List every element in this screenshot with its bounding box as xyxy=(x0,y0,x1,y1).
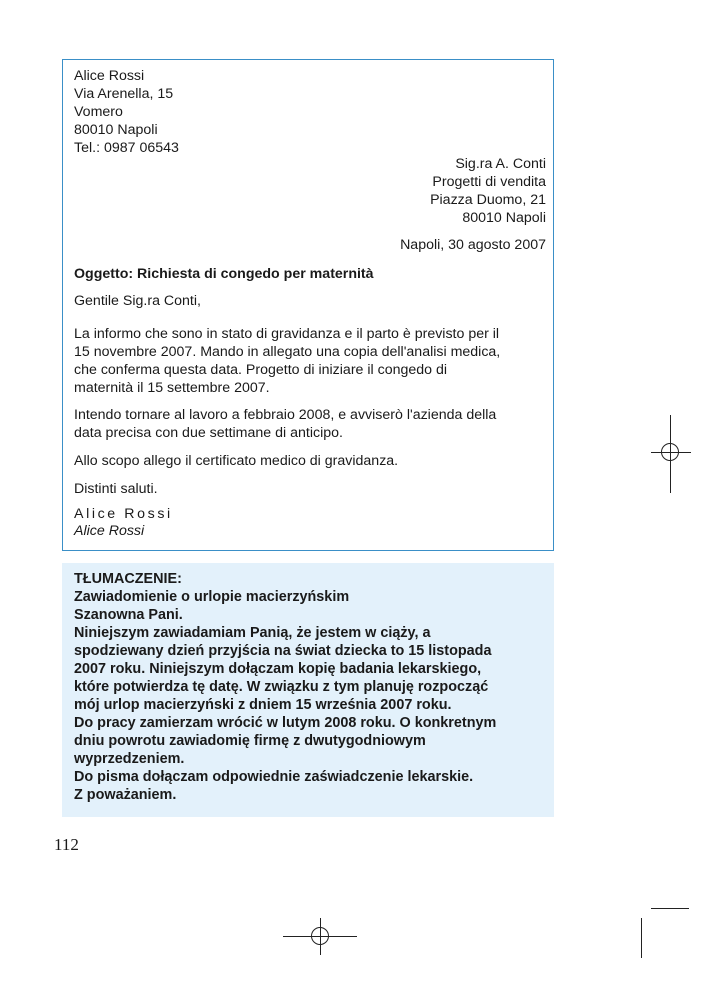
letter-date: Napoli, 30 agosto 2007 xyxy=(400,237,546,253)
crop-mark-horizontal xyxy=(651,908,689,909)
translation-salutation: Szanowna Pani. xyxy=(74,607,183,623)
recipient-department: Progetti di vendita xyxy=(432,174,546,190)
paragraph-1-line-3: che conferma questa data. Progetto di iniziare il congedo di xyxy=(74,362,448,378)
paragraph-2-line-2: data precisa con due settimane di anticipo. xyxy=(74,425,343,441)
translation-title: Zawiadomienie o urlopie macierzyńskim xyxy=(74,589,350,605)
sender-district: Vomero xyxy=(74,104,123,120)
translation-line: wyprzedzeniem. xyxy=(74,751,185,767)
recipient-street: Piazza Duomo, 21 xyxy=(430,192,546,208)
letter-subject: Oggetto: Richiesta di congedo per maternità xyxy=(74,266,374,282)
recipient-city: 80010 Napoli xyxy=(462,210,546,226)
paragraph-2-line-1: Intendo tornare al lavoro a febbraio 2008, e avviserò l'azienda della xyxy=(74,407,497,423)
translation-heading: TŁUMACZENIE: xyxy=(74,571,182,587)
letter-salutation: Gentile Sig.ra Conti, xyxy=(74,293,201,309)
page-number: 112 xyxy=(54,835,79,854)
crop-mark-vertical xyxy=(641,918,642,958)
translation-line: Do pisma dołączam odpowiednie zaświadczenie lekarskie. xyxy=(74,769,474,785)
translation-line: 2007 roku. Niniejszym dołączam kopię badania lekarskiego, xyxy=(74,661,482,677)
letter-closing: Distinti saluti. xyxy=(74,481,158,497)
sender-name: Alice Rossi xyxy=(74,68,145,84)
sender-phone: Tel.: 0987 06543 xyxy=(74,140,179,156)
registration-mark-circle xyxy=(661,443,679,461)
translation-line: Do pracy zamierzam wrócić w lutym 2008 roku. O konkretnym xyxy=(74,715,497,731)
registration-mark-circle xyxy=(311,927,329,945)
translation-line: Niniejszym zawiadamiam Panią, że jestem w ciąży, a xyxy=(74,625,431,641)
sender-city: 80010 Napoli xyxy=(74,122,158,138)
sender-street: Via Arenella, 15 xyxy=(74,86,174,102)
translation-line: mój urlop macierzyński z dniem 15 września 2007 roku. xyxy=(74,697,452,713)
translation-line: spodziewany dzień przyjścia na świat dziecka to 15 listopada xyxy=(74,643,492,659)
signature-italic: Alice Rossi xyxy=(74,523,145,539)
paragraph-1-line-1: La informo che sono in stato di gravidanza e il parto è previsto per il xyxy=(74,326,500,342)
paragraph-1-line-2: 15 novembre 2007. Mando in allegato una copia dell'analisi medica, xyxy=(74,344,501,360)
paragraph-1-line-4: maternità il 15 settembre 2007. xyxy=(74,380,270,396)
signature-typed: Alice Rossi xyxy=(74,506,173,522)
translation-line: dniu powrotu zawiadomię firmę z dwutygodniowym xyxy=(74,733,426,749)
paragraph-3: Allo scopo allego il certificato medico di gravidanza. xyxy=(74,453,399,469)
translation-line: które potwierdza tę datę. W związku z tym planuję rozpocząć xyxy=(74,679,489,695)
translation-closing: Z poważaniem. xyxy=(74,787,177,803)
recipient-name: Sig.ra A. Conti xyxy=(455,156,546,172)
